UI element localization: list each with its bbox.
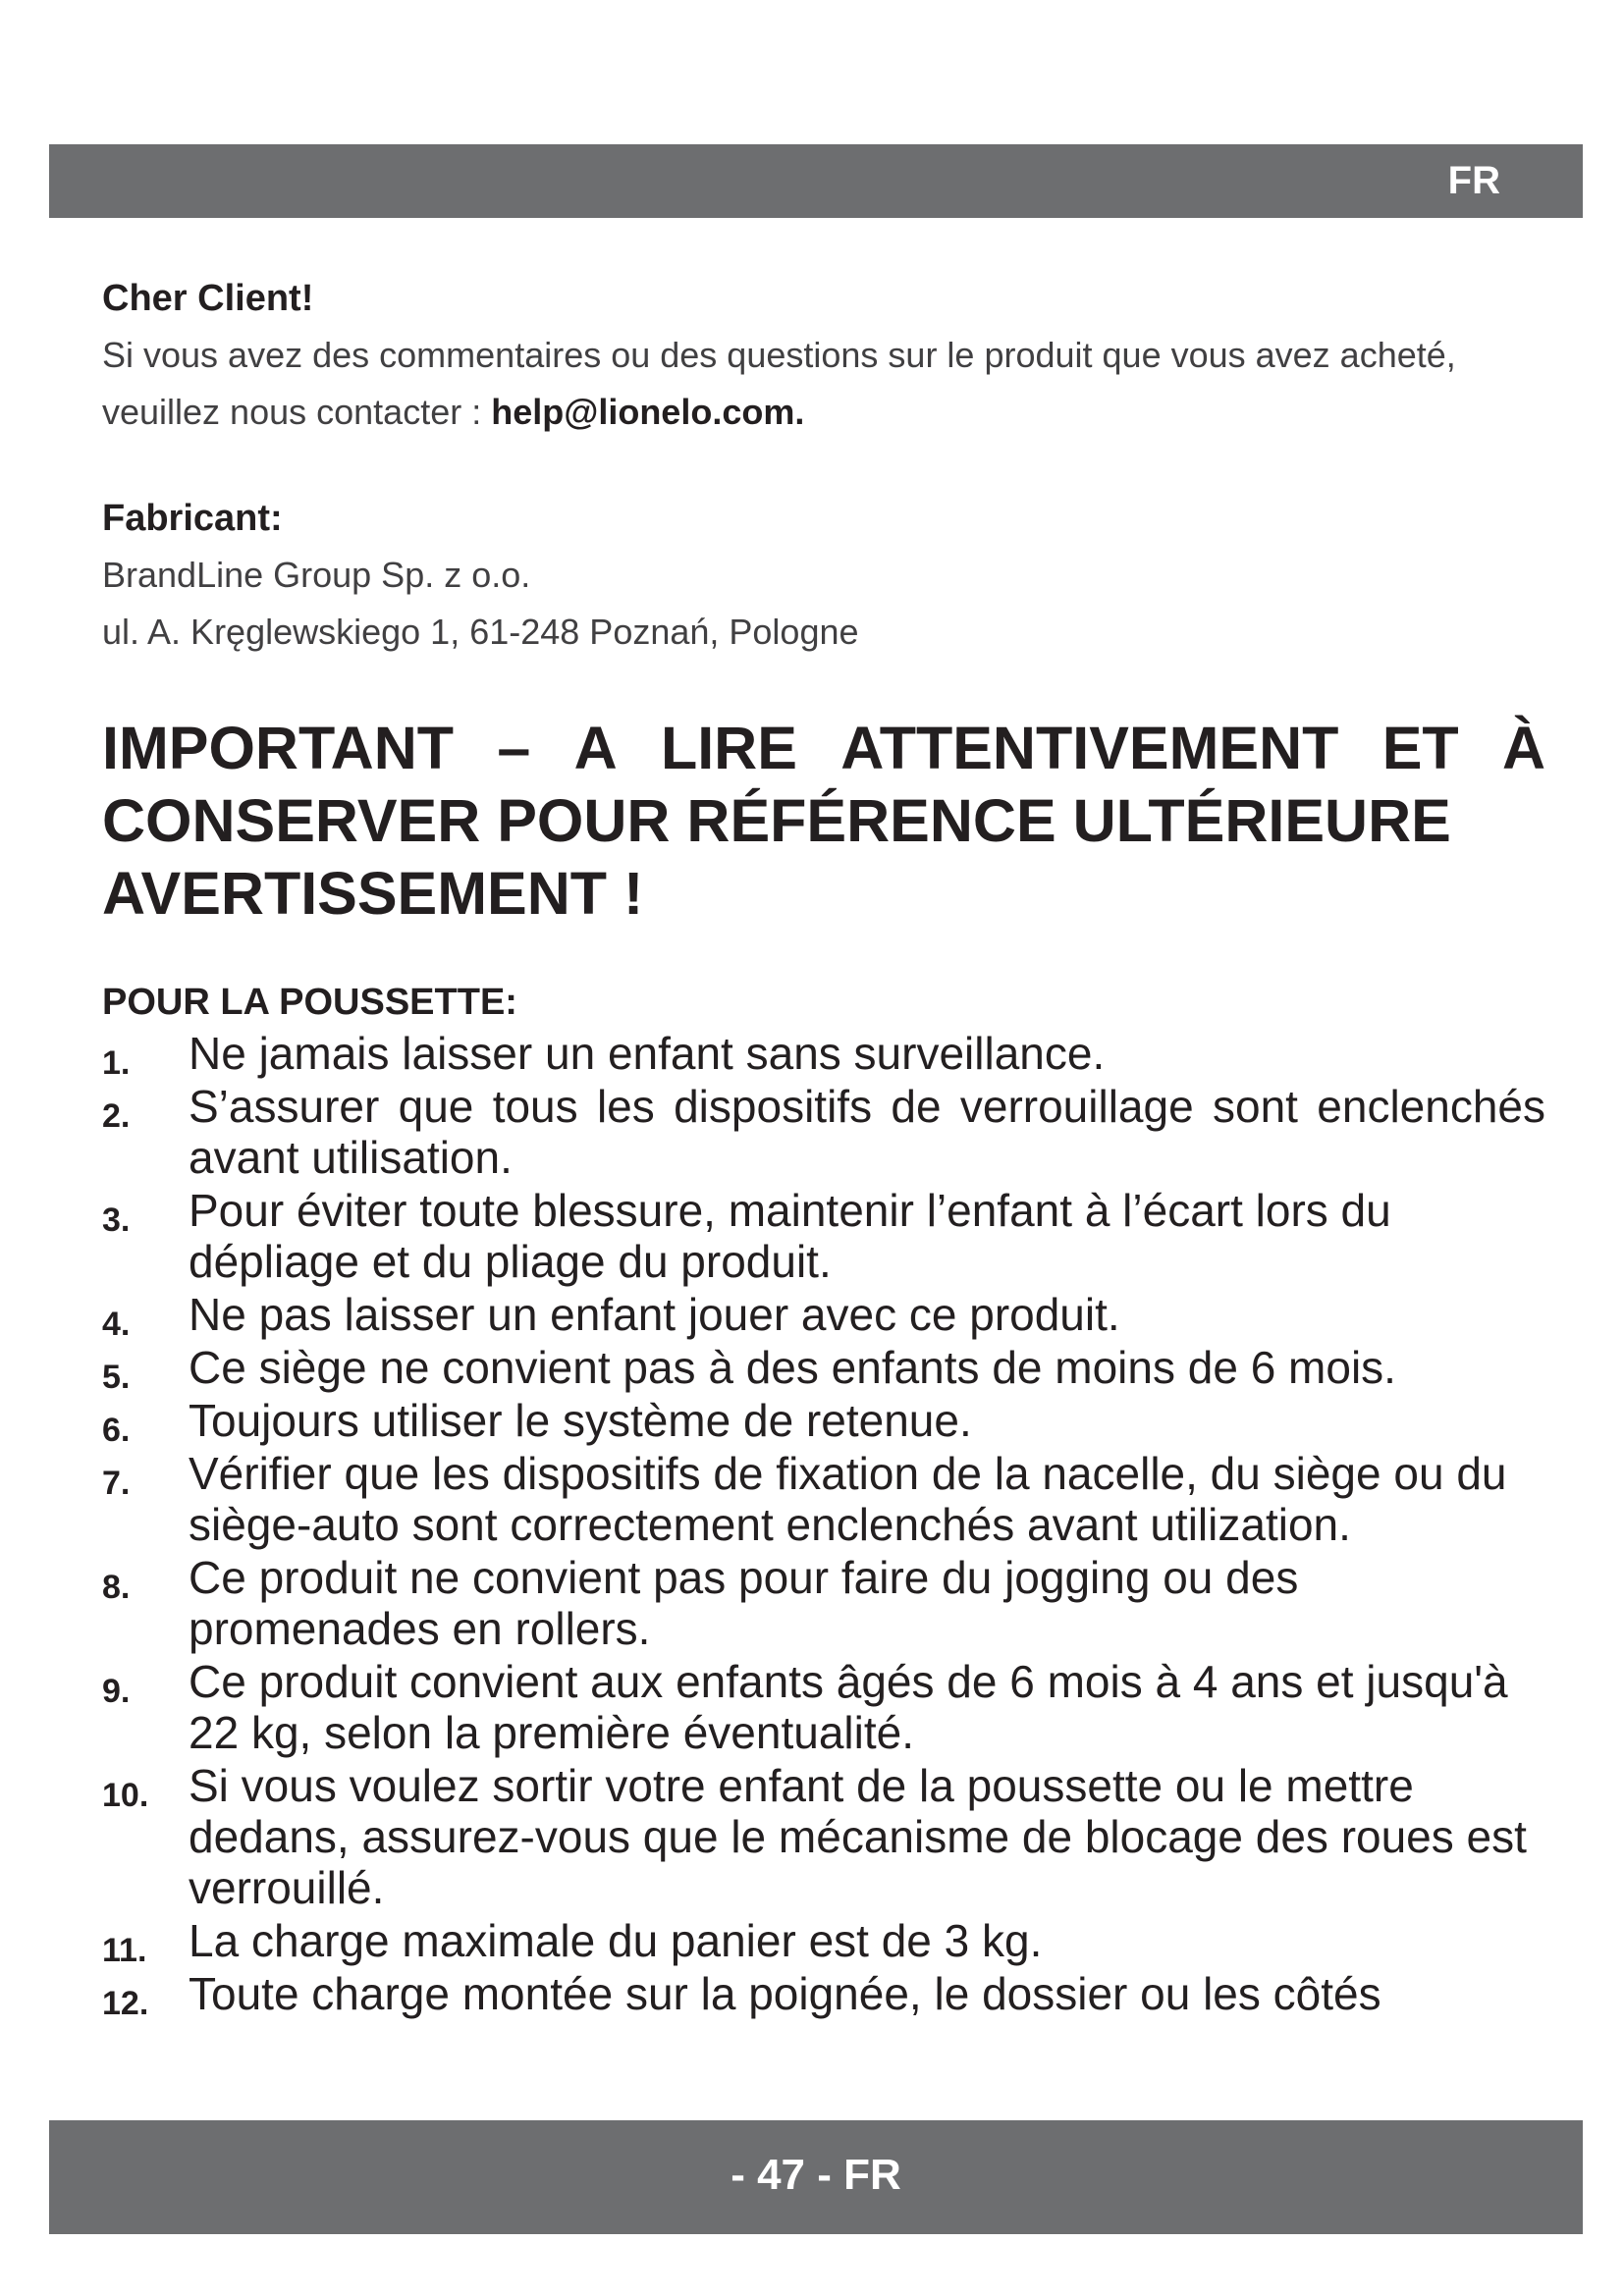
footer-bar [49,2120,1583,2234]
heading-word: IMPORTANT [102,715,455,781]
item-number: 1. [102,1044,131,1082]
support-email: help@lionelo.com. [491,392,805,432]
list-item [102,1656,1545,1758]
item-text: Toujours utiliser le système de retenue. [189,1395,972,1446]
heading-word: À [1501,715,1545,781]
item-text: Ne pas laisser un enfant jouer avec ce produit. [189,1289,1120,1340]
heading-line-1 [102,712,1545,784]
greeting-text [102,327,1545,441]
warning-list [102,1028,1545,2022]
item-text: Ce produit convient aux enfants âgés de 6 mois à 4 ans et jusqu'à 22 kg, selon la première éventualité. [189,1656,1508,1758]
header-bar [49,144,1583,218]
list-item [102,1342,1545,1396]
list-item [102,1289,1545,1343]
list-item [102,1968,1545,2022]
list-item [102,1395,1545,1449]
greeting-title: Cher Client! [102,278,314,319]
item-text: Vérifier que les dispositifs de fixation de la nacelle, du siège ou du siège-auto sont correctement enclenchés avant utilization. [189,1448,1507,1550]
item-number: 11. [102,1932,147,1969]
heading-word: ATTENTIVEMENT [840,715,1339,781]
item-text: Ce siège ne convient pas à des enfants de moins de 6 mois. [189,1342,1396,1393]
item-number: 10. [102,1777,149,1814]
list-item [102,1760,1545,1913]
list-item [102,1081,1545,1183]
item-text: Si vous voulez sortir votre enfant de la poussette ou le mettre dedans, assurez-vous que le mécanisme de blocage des roues est verrouillé. [189,1760,1527,1913]
page-content [102,270,1545,2021]
list-item [102,1185,1545,1287]
item-text: Pour éviter toute blessure, maintenir l’enfant à l’écart lors du dépliage et du pliage du produit. [189,1185,1391,1287]
list-item [102,1028,1545,1082]
item-number: 4. [102,1306,131,1343]
item-number: 9. [102,1673,131,1710]
heading-word: ET [1381,715,1459,781]
item-text: S’assurer que tous les dispositifs de verrouillage sont enclenchés avant utilisation. [189,1081,1545,1183]
list-item [102,1448,1545,1550]
manufacturer-address: ul. A. Kręglewskiego 1, 61-248 Poznań, Pologne [102,612,859,652]
item-number: 8. [102,1569,131,1606]
heading-line-2: CONSERVER POUR RÉFÉRENCE ULTÉRIEURE [102,787,1451,854]
manufacturer-block [102,490,1545,661]
item-text: Ce produit ne convient pas pour faire du jogging ou des promenades en rollers. [189,1552,1299,1654]
list-item [102,1552,1545,1654]
item-text: Ne jamais laisser un enfant sans surveillance. [189,1028,1106,1079]
item-number: 5. [102,1359,131,1396]
manufacturer-company: BrandLine Group Sp. z o.o. [102,555,531,595]
language-label: FR [1447,159,1500,202]
heading-word: A [573,715,618,781]
warning-heading [102,712,1545,930]
page-number: - 47 - FR [731,2151,901,2199]
greeting-block [102,270,1545,441]
item-text: Toute charge montée sur la poignée, le dossier ou les côtés [189,1968,1381,2019]
item-number: 6. [102,1412,131,1449]
item-number: 12. [102,1985,149,2022]
greeting-message: Si vous avez des commentaires ou des questions sur le produit que vous avez acheté, veuillez nous contacter : [102,335,1456,432]
heading-word: LIRE [660,715,797,781]
manufacturer-label: Fabricant: [102,498,283,539]
list-item [102,1915,1545,1969]
item-number: 3. [102,1201,131,1239]
heading-word: – [497,715,531,781]
section-title: POUR LA POUSSETTE: [102,982,517,1023]
item-number: 2. [102,1097,131,1135]
item-number: 7. [102,1465,131,1502]
item-text: La charge maximale du panier est de 3 kg. [189,1915,1043,1966]
heading-line-3: AVERTISSEMENT ! [102,860,644,927]
